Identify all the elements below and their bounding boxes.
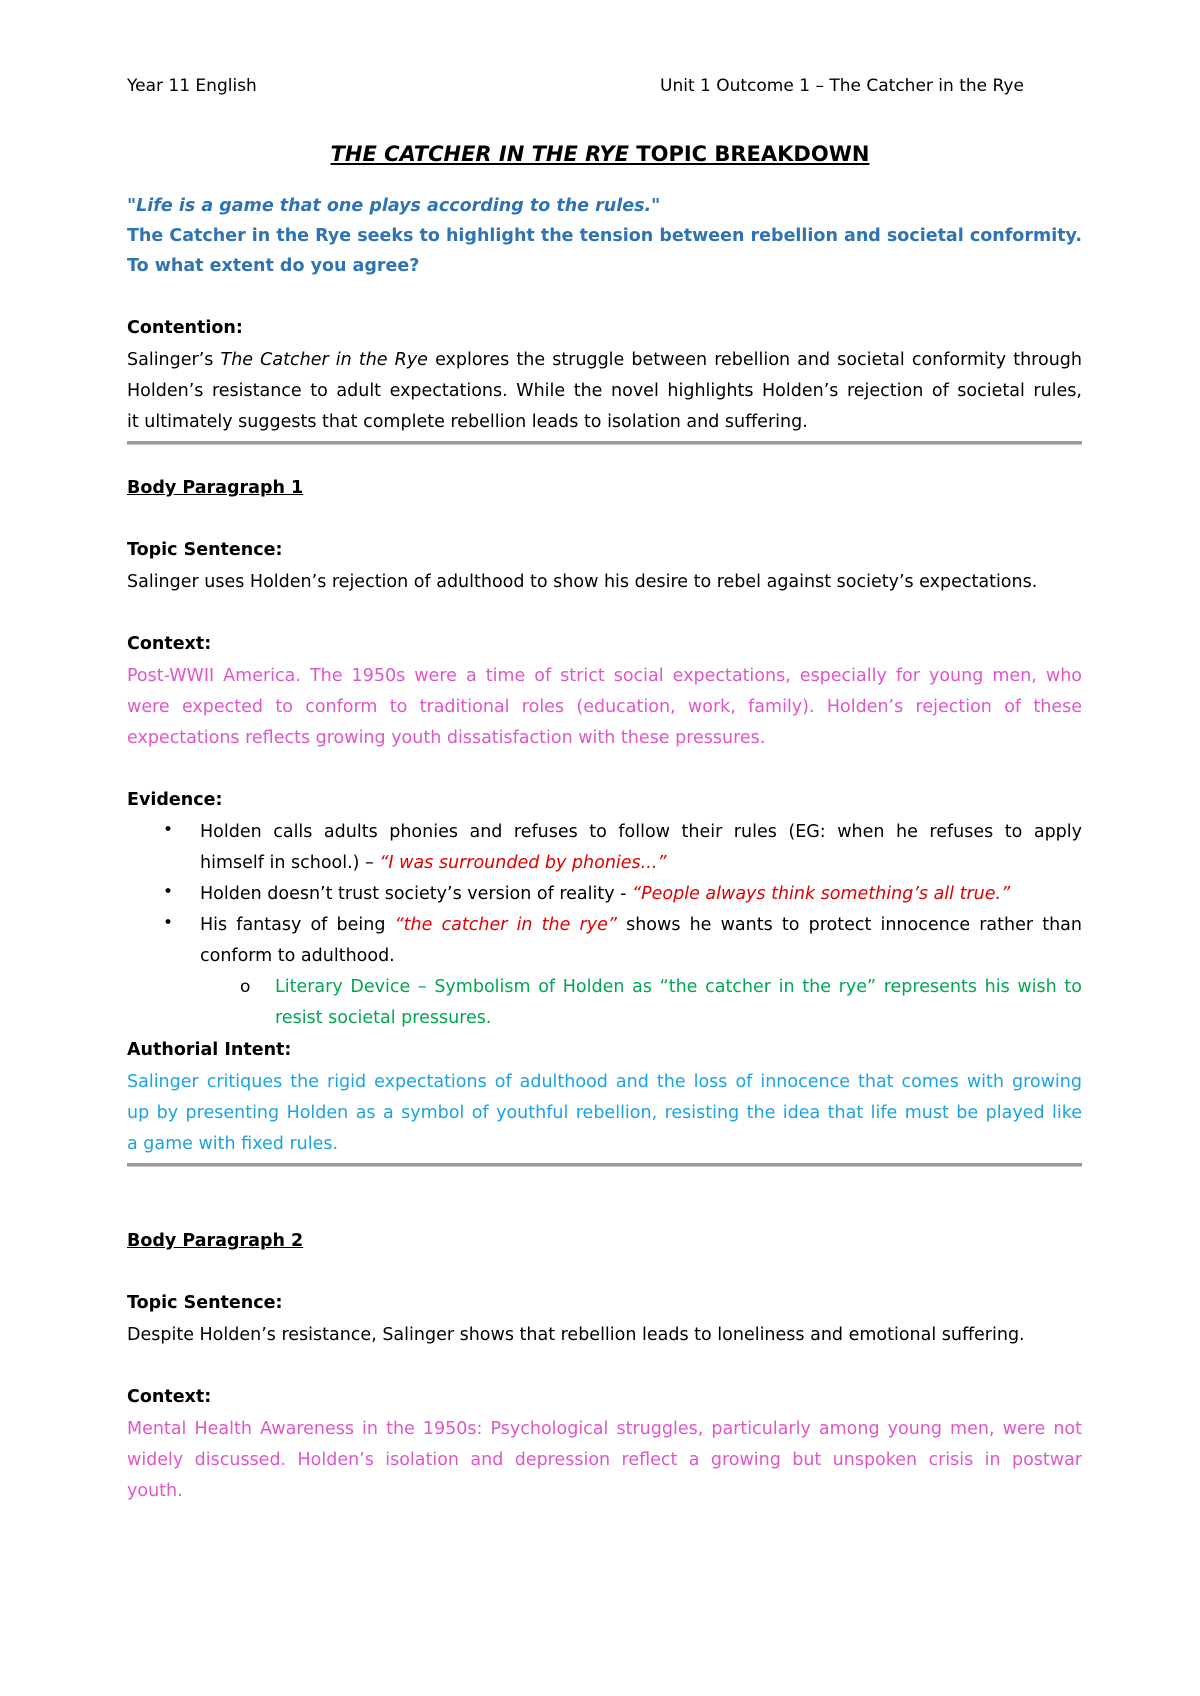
bp2-context-line-3: youth.: [127, 1481, 183, 1501]
contention-line-2: Holden’s resistance to adult expectations. While the novel highlights Holden’s rejection of societal rules,: [127, 381, 1082, 401]
bp2-topic-sentence: Despite Holden’s resistance, Salinger shows that rebellion leads to loneliness and emotional suffering.: [127, 1325, 1025, 1345]
contention-line-1: [127, 350, 1082, 370]
evidence-1-quote: “I was surrounded by phonies...”: [379, 853, 667, 873]
bp2-topic-heading: Topic Sentence:: [127, 1293, 283, 1313]
bp2-context-line-2: widely discussed. Holden’s isolation and depression reflect a growing but unspoken crisis in postwar: [127, 1450, 1082, 1470]
literary-device-line-1: Literary Device – Symbolism of Holden as “the catcher in the rye” represents his wish to: [275, 977, 1082, 997]
evidence-3-quote: “the catcher in the rye”: [394, 915, 617, 935]
bp2-context-heading: Context:: [127, 1387, 212, 1407]
prompt-line-3: To what extent do you agree?: [127, 256, 420, 276]
header-left: Year 11 English: [127, 76, 257, 96]
title-italic: THE CATCHER IN THE RYE: [330, 142, 629, 166]
bp1-context-heading: Context:: [127, 634, 212, 654]
bp1-intent-heading: Authorial Intent:: [127, 1040, 292, 1060]
header-right: Unit 1 Outcome 1 – The Catcher in the Rye: [660, 76, 1024, 96]
contention-line-3: it ultimately suggests that complete rebellion leads to isolation and suffering.: [127, 412, 808, 432]
bp1-topic-sentence: Salinger uses Holden’s rejection of adulthood to show his desire to rebel against society’s expectations.: [127, 572, 1038, 592]
evidence-3-text-post: shows he wants to protect innocence rather than: [616, 915, 1082, 935]
contention-line-1-post: explores the struggle between rebellion and societal conformity through: [427, 350, 1082, 370]
bullet-marker: •: [163, 882, 174, 902]
bp1-intent-line-2: up by presenting Holden as a symbol of youthful rebellion, resisting the idea that life must be played like: [127, 1103, 1082, 1123]
prompt-line-2: The Catcher in the Rye seeks to highlight the tension between rebellion and societal conformity.: [127, 226, 1083, 246]
bullet-marker: •: [163, 820, 174, 840]
prompt-quote: "Life is a game that one plays according to the rules.": [127, 196, 661, 216]
bp1-topic-heading: Topic Sentence:: [127, 540, 283, 560]
bp1-context-line-1: Post-WWII America. The 1950s were a time of strict social expectations, especially for young men, who: [127, 666, 1082, 686]
sub-bullet-marker: o: [240, 977, 251, 997]
page-title: [0, 142, 1200, 166]
evidence-2-text: Holden doesn’t trust society’s version of reality -: [200, 884, 633, 904]
title-rest: TOPIC BREAKDOWN: [628, 142, 870, 166]
bp1-intent-line-1: Salinger critiques the rigid expectations of adulthood and the loss of innocence that comes with growing: [127, 1072, 1082, 1092]
bp1-evidence-3-line-1: [200, 915, 1082, 935]
bp2-heading: Body Paragraph 2: [127, 1231, 304, 1251]
section-divider: [127, 441, 1082, 445]
bp1-evidence-1-line-1: Holden calls adults phonies and refuses to follow their rules (EG: when he refuses to apply: [200, 822, 1082, 842]
novel-title: The Catcher in the Rye: [220, 350, 428, 370]
section-divider: [127, 1163, 1082, 1167]
literary-device-line-2: resist societal pressures.: [275, 1008, 492, 1028]
bp1-context-line-3: expectations reflects growing youth dissatisfaction with these pressures.: [127, 728, 766, 748]
evidence-2-quote: “People always think something’s all true.”: [632, 884, 1011, 904]
bp1-evidence-heading: Evidence:: [127, 790, 223, 810]
bp1-evidence-3-line-2: conform to adulthood.: [200, 946, 395, 966]
contention-line-1-pre: Salinger’s: [127, 350, 221, 370]
bp1-context-line-2: were expected to conform to traditional roles (education, work, family). Holden’s rejection of these: [127, 697, 1082, 717]
contention-heading: Contention:: [127, 318, 243, 338]
bp1-intent-line-3: a game with fixed rules.: [127, 1134, 339, 1154]
bp1-evidence-2: [200, 884, 1082, 904]
bp1-evidence-1-line-2: [200, 853, 1082, 873]
bullet-marker: •: [163, 913, 174, 933]
bp1-heading: Body Paragraph 1: [127, 478, 304, 498]
evidence-1-text: himself in school.) –: [200, 853, 380, 873]
evidence-3-text: His fantasy of being: [200, 915, 395, 935]
bp2-context-line-1: Mental Health Awareness in the 1950s: Psychological struggles, particularly among young men, were not: [127, 1419, 1082, 1439]
